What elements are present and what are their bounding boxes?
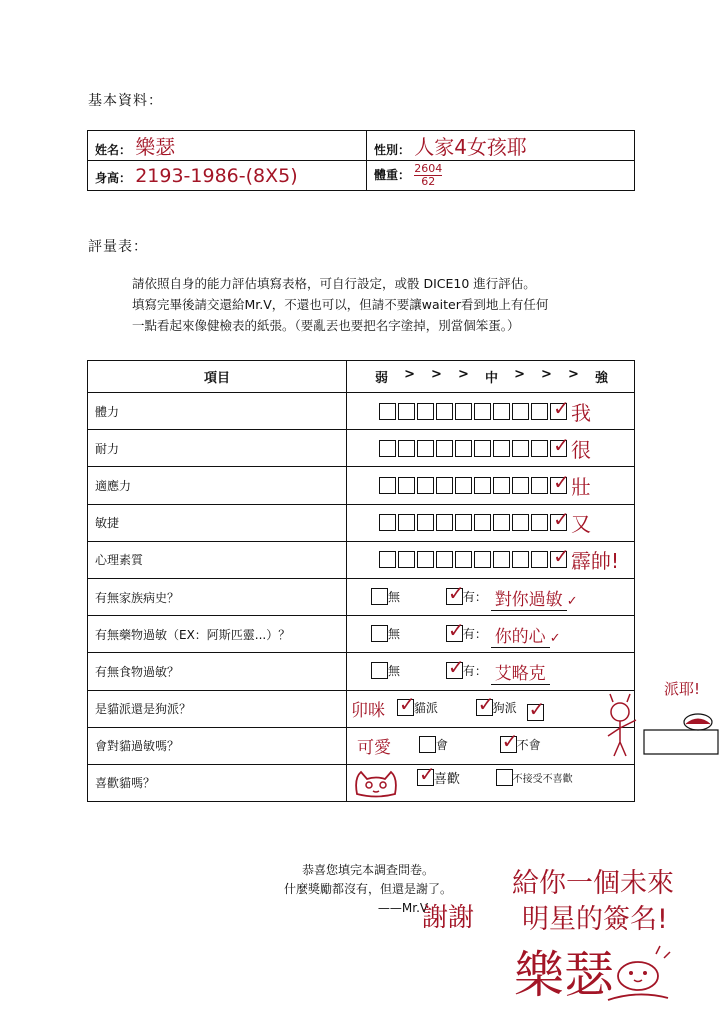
checkbox-empty[interactable] — [493, 551, 510, 568]
checkbox-empty[interactable] — [436, 477, 453, 494]
checkbox-empty[interactable] — [436, 440, 453, 457]
scale-cell — [347, 504, 635, 541]
autograph-line-2: 明星的簽名! — [522, 904, 668, 935]
checkbox-empty[interactable] — [417, 440, 434, 457]
header-scale — [347, 361, 635, 393]
checkbox-empty[interactable] — [417, 403, 434, 420]
checkbox-checked[interactable] — [476, 692, 495, 717]
catdog-side-note: 派耶! — [664, 680, 701, 698]
eval-title: 評量表： — [88, 239, 148, 255]
checkbox-empty[interactable] — [436, 514, 453, 531]
checkbox-empty[interactable] — [398, 477, 415, 494]
like-option[interactable]: ✓ 喜歡 — [418, 762, 460, 788]
scale-mid: 中 — [484, 371, 498, 386]
table-row — [88, 690, 635, 727]
weight-label: 體重： — [374, 168, 411, 182]
catdog-note: 卯咪 — [351, 701, 385, 722]
row-label: 喜歡貓嗎？ — [88, 764, 347, 801]
checkbox-empty[interactable] — [496, 769, 513, 786]
checkbox-empty[interactable] — [493, 477, 510, 494]
thanks-note: 謝謝 — [422, 903, 475, 933]
basic-info-table — [87, 130, 635, 191]
character-doodle-icon — [598, 690, 724, 760]
scale-note: 霹帥! — [571, 549, 620, 574]
table-row — [88, 430, 635, 467]
cat-doodle-icon — [598, 940, 678, 1010]
food-note: 艾略克 — [491, 664, 550, 685]
checkbox-checked[interactable] — [550, 395, 570, 420]
scale-boxes — [379, 432, 570, 457]
checkbox-empty[interactable] — [474, 514, 491, 531]
header-item: 項目 — [88, 361, 347, 393]
checkbox-checked[interactable] — [550, 507, 570, 532]
height-cell[interactable] — [88, 161, 367, 191]
autograph-signature: 樂瑟 — [514, 946, 614, 1004]
checkbox-empty[interactable] — [493, 514, 510, 531]
scale-boxes — [379, 395, 570, 420]
footer-signature: ——Mr.V — [377, 901, 429, 915]
allergy-no-option[interactable]: ✓ 不會 — [501, 729, 541, 754]
scale-arrow: > — [404, 367, 415, 382]
scale-note: 我 — [571, 400, 591, 425]
scale-note: 又 — [571, 512, 591, 537]
checkbox-checked[interactable] — [550, 544, 570, 569]
scale-cell — [347, 467, 635, 504]
checkbox-empty[interactable] — [455, 403, 472, 420]
checkbox-empty[interactable] — [493, 403, 510, 420]
row-label: 會對貓過敏嗎？ — [88, 727, 347, 764]
eval-table — [87, 360, 635, 802]
checkmark-icon: ✓ — [477, 692, 495, 717]
row-label: 有無家族病史？ — [88, 578, 347, 615]
height-value: 2193-1986-(8X5) — [135, 164, 298, 187]
table-row — [88, 653, 635, 690]
table-row — [88, 578, 635, 615]
checkbox-empty[interactable] — [379, 551, 396, 568]
eval-intro — [132, 273, 548, 336]
table-row — [88, 467, 635, 504]
cat-option[interactable]: ✓ 貓派 — [398, 692, 438, 717]
checkbox-empty[interactable] — [512, 403, 529, 420]
row-label: 體力 — [88, 393, 347, 430]
scale-boxes — [379, 544, 570, 569]
scale-cell — [347, 393, 635, 430]
intro-line-2: 填寫完畢後請交還給Mr.V，不還也可以，但請不要讓waiter看到地上有任何 — [132, 297, 549, 312]
weight-cell[interactable] — [367, 161, 635, 191]
handwriting-stroke-icon — [640, 395, 680, 585]
checkbox-checked[interactable] — [550, 432, 570, 457]
cat-doodle-icon — [351, 768, 401, 798]
gender-label: 性別： — [374, 143, 411, 157]
checkbox-empty[interactable] — [455, 551, 472, 568]
checkmark-icon: ✓ — [528, 697, 546, 722]
checkbox-empty[interactable] — [371, 588, 388, 605]
weight-top: 2604 — [414, 162, 443, 175]
checkmark-icon: ✓ — [553, 395, 570, 420]
checkmark-icon: ✓ — [418, 762, 436, 787]
family-yes-option[interactable]: ✓ 有： — [447, 580, 487, 605]
checkbox-empty[interactable] — [398, 514, 415, 531]
checkbox-empty[interactable] — [398, 551, 415, 568]
checkbox-empty[interactable] — [531, 440, 548, 457]
checkbox-checked[interactable] — [550, 469, 570, 494]
scale-cell — [347, 430, 635, 467]
checkbox-empty[interactable] — [436, 403, 453, 420]
checkbox-empty[interactable] — [417, 551, 434, 568]
row-label: 有無藥物過敏（EX：阿斯匹靈...）？ — [88, 616, 347, 653]
scale-weak: 弱 — [375, 371, 389, 386]
checkmark-icon: ✓ — [447, 617, 465, 642]
table-row — [88, 541, 635, 578]
checkmark-icon: ✓ — [447, 654, 465, 679]
checkmark-icon: ✓ — [553, 507, 570, 532]
name-value: 樂瑟 — [135, 135, 176, 159]
row-label: 有無食物過敏？ — [88, 653, 347, 690]
footer-line-2: 什麼獎勵都沒有，但還是謝了。 — [283, 882, 452, 896]
checkbox-empty[interactable] — [531, 551, 548, 568]
dog-option[interactable]: ✓ 狗派 — [477, 692, 517, 717]
scale-cell — [347, 541, 635, 578]
row-label: 耐力 — [88, 430, 347, 467]
scale-arrow: > — [431, 367, 442, 382]
checkbox-checked[interactable] — [527, 697, 546, 722]
row-label: 適應力 — [88, 467, 347, 504]
row-label: 心理素質 — [88, 541, 347, 578]
scale-strong: 強 — [594, 371, 608, 386]
scale-arrow: > — [514, 367, 525, 382]
checkbox-empty[interactable] — [455, 477, 472, 494]
footer-line-1: 恭喜您填完本調查問卷。 — [301, 863, 434, 877]
checkbox-checked[interactable] — [417, 762, 436, 787]
checkbox-empty[interactable] — [455, 440, 472, 457]
autograph-note — [512, 866, 674, 938]
checkbox-empty[interactable] — [512, 440, 529, 457]
checkbox-empty[interactable] — [379, 477, 396, 494]
table-row — [88, 616, 635, 653]
drug-no-option[interactable]: 無 — [371, 625, 400, 642]
checkbox-empty[interactable] — [455, 514, 472, 531]
scale-arrow: > — [458, 367, 469, 382]
checkmark-icon: ✓ — [549, 630, 561, 646]
checkbox-checked[interactable] — [446, 580, 465, 605]
checkbox-empty[interactable] — [512, 477, 529, 494]
family-note: 對你過敏 — [491, 590, 567, 611]
food-no-option[interactable]: 無 — [371, 662, 400, 679]
drug-note: 你的心 — [491, 627, 550, 648]
checkbox-empty[interactable] — [474, 403, 491, 420]
checkmark-icon: ✓ — [398, 692, 416, 717]
checkbox-empty[interactable] — [531, 403, 548, 420]
table-row — [88, 504, 635, 541]
intro-line-1: 請依照自身的能力評估填寫表格，可自行設定，或骰 DICE10 進行評估。 — [132, 276, 536, 291]
dislike-option[interactable]: 不接受不喜歡 — [496, 769, 573, 786]
checkbox-empty[interactable] — [371, 625, 388, 642]
scale-arrow: > — [568, 367, 579, 382]
checkbox-empty[interactable] — [379, 440, 396, 457]
weight-bottom: 62 — [421, 175, 436, 188]
name-cell[interactable] — [88, 131, 367, 161]
gender-value: 人家4女孩耶 — [414, 135, 527, 159]
scale-boxes — [379, 507, 570, 532]
checkbox-empty[interactable] — [419, 736, 436, 753]
checkmark-icon: ✓ — [447, 580, 465, 605]
table-row — [88, 393, 635, 430]
checkbox-checked[interactable] — [397, 692, 416, 717]
checkbox-empty[interactable] — [474, 477, 491, 494]
checkbox-empty[interactable] — [417, 477, 434, 494]
gender-cell[interactable] — [367, 131, 635, 161]
checkbox-empty[interactable] — [417, 514, 434, 531]
checkmark-icon: ✓ — [553, 432, 570, 457]
checkbox-empty[interactable] — [398, 440, 415, 457]
checkbox-checked[interactable] — [500, 729, 519, 754]
weight-fraction — [414, 163, 442, 188]
allergy-yes-option[interactable]: 會 — [419, 736, 448, 753]
scale-arrow: > — [541, 367, 552, 382]
checkbox-empty[interactable] — [379, 403, 396, 420]
checkbox-empty[interactable] — [379, 514, 396, 531]
checkbox-checked[interactable] — [446, 617, 465, 642]
basic-info-title: 基本資料： — [88, 93, 163, 109]
checkbox-empty[interactable] — [531, 477, 548, 494]
name-label: 姓名： — [95, 143, 132, 157]
scale-boxes — [379, 469, 570, 494]
checkbox-empty[interactable] — [371, 662, 388, 679]
intro-line-3: 一點看起來像健檢表的紙張。（要亂丟也要把名字塗掉，別當個笨蛋。） — [132, 318, 520, 333]
autograph-line-1: 給你一個未來 — [512, 868, 674, 899]
checkbox-empty[interactable] — [493, 440, 510, 457]
scale-note: 很 — [571, 437, 591, 462]
scale-note: 壯 — [571, 474, 591, 499]
family-no-option[interactable]: 無 — [371, 588, 400, 605]
checkbox-empty[interactable] — [436, 551, 453, 568]
checkmark-icon: ✓ — [553, 469, 570, 494]
food-yes-option[interactable]: ✓ 有： — [447, 654, 487, 679]
table-row — [88, 764, 635, 801]
checkmark-icon: ✓ — [553, 544, 570, 569]
allergy-note: 可愛 — [357, 738, 391, 759]
table-row — [88, 727, 635, 764]
row-label: 是貓派還是狗派？ — [88, 690, 347, 727]
checkbox-checked[interactable] — [446, 654, 465, 679]
checkbox-empty[interactable] — [398, 403, 415, 420]
checkbox-empty[interactable] — [512, 551, 529, 568]
checkbox-empty[interactable] — [474, 440, 491, 457]
drug-yes-option[interactable]: ✓ 有： — [447, 617, 487, 642]
checkbox-empty[interactable] — [474, 551, 491, 568]
row-label: 敏捷 — [88, 504, 347, 541]
checkbox-empty[interactable] — [531, 514, 548, 531]
checkmark-icon: ✓ — [566, 593, 578, 609]
height-label: 身高： — [95, 170, 132, 185]
checkbox-empty[interactable] — [512, 514, 529, 531]
checkmark-icon: ✓ — [501, 729, 519, 754]
